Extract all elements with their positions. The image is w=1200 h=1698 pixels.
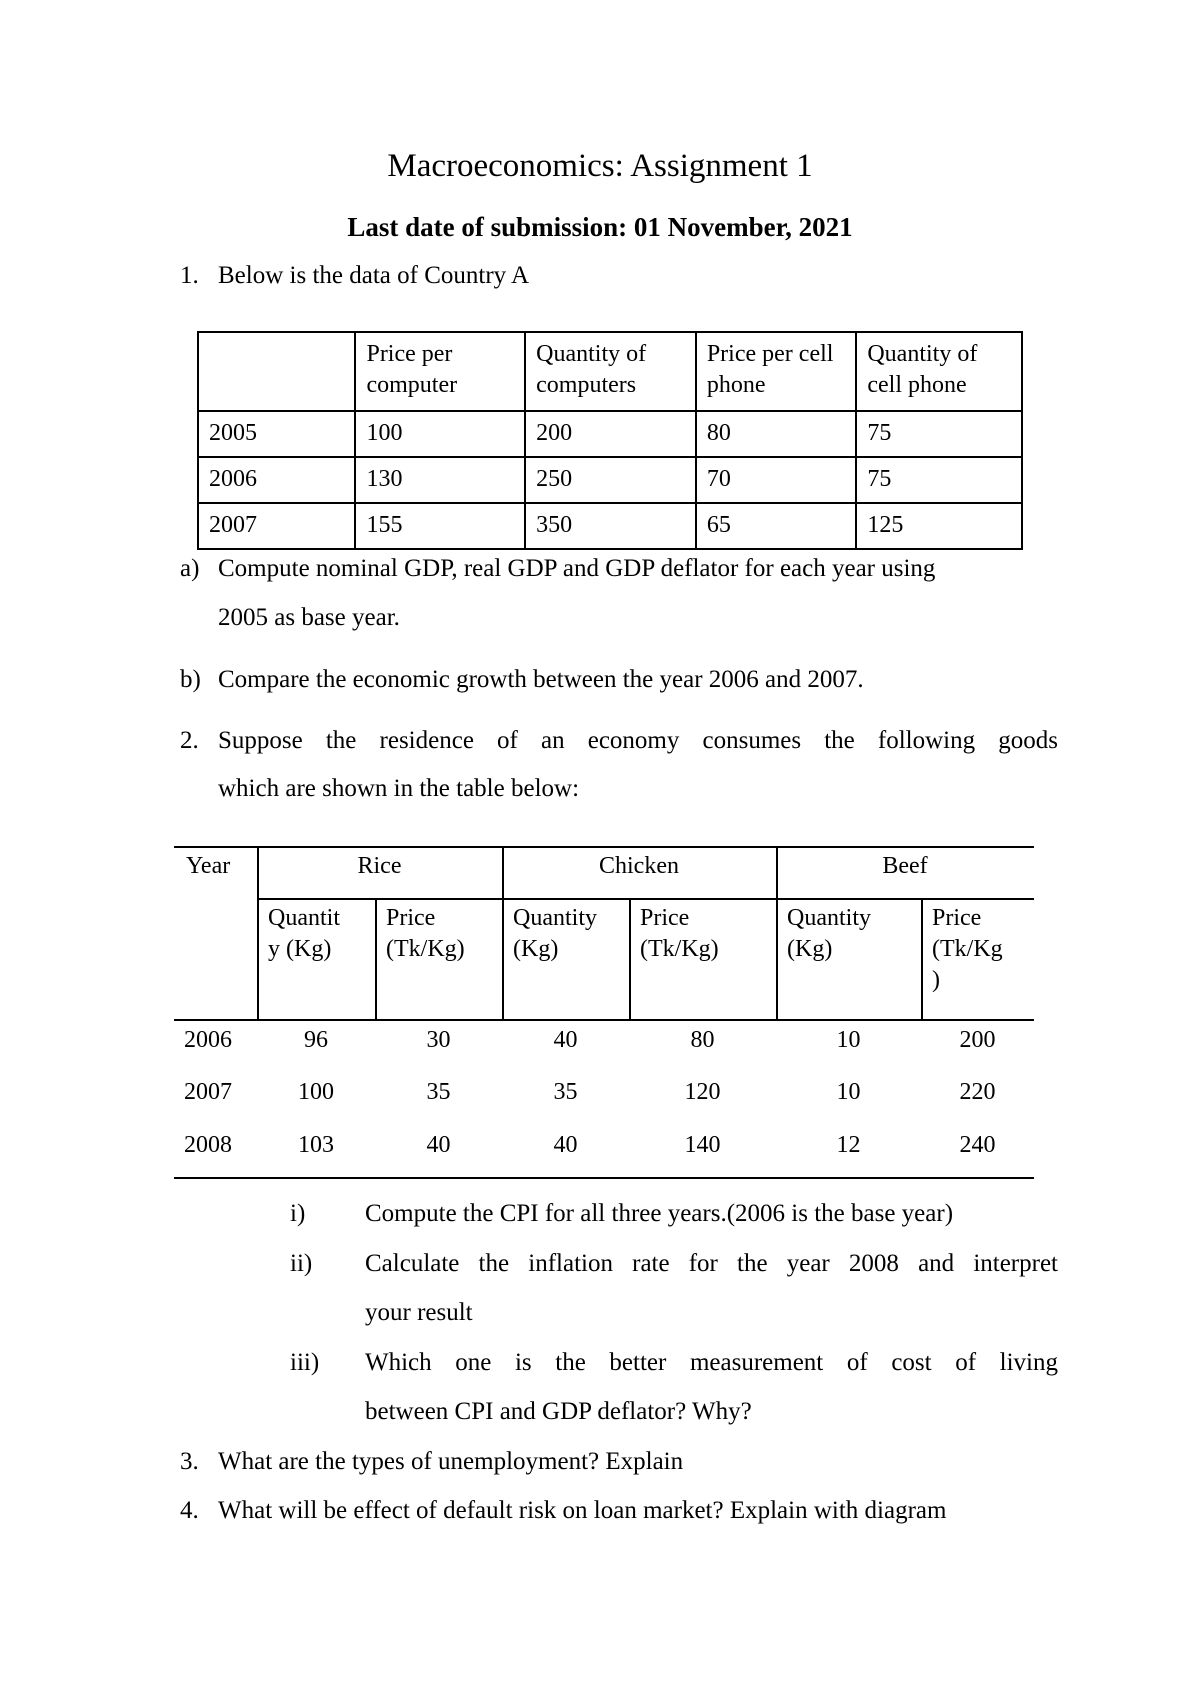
q2-line1: Suppose the residence of an economy consumes the following goods — [218, 727, 1058, 754]
q2-sub-text: Compute the CPI for all three years.(2006 is the base year) — [365, 1200, 954, 1227]
table-cell: 35 — [553, 1079, 578, 1105]
table-group-header: Beef — [882, 853, 928, 879]
table-header-cell: Year — [186, 853, 231, 879]
table-sub-header: Quantity (Kg) — [787, 905, 871, 962]
table-cell: 103 — [298, 1132, 334, 1158]
table-header-cell: Price per cell phone — [696, 332, 857, 411]
table-cell: 130 — [355, 457, 525, 503]
table-rule — [174, 846, 1034, 848]
table-cell: 2008 — [184, 1132, 232, 1158]
table-cell: 80 — [690, 1027, 715, 1053]
q1-number: 1. — [180, 262, 199, 289]
q2-sub-label: i) — [290, 1200, 306, 1227]
table-sub-header: Quantit y (Kg) — [268, 905, 340, 962]
table-cell: 240 — [959, 1132, 996, 1158]
table-cell: 2007 — [184, 1079, 232, 1105]
table-header-cell: Price per computer — [355, 332, 525, 411]
table-cell: 35 — [426, 1079, 451, 1105]
table-cell: 10 — [836, 1027, 861, 1053]
q2-sub-text: your result — [365, 1299, 473, 1326]
table-cell: 10 — [836, 1079, 861, 1105]
table-cell: 140 — [684, 1132, 721, 1158]
table-cell: 200 — [959, 1027, 996, 1053]
table-cell: 100 — [298, 1079, 334, 1105]
table-cell: 350 — [525, 503, 696, 549]
table-cell: 220 — [959, 1079, 996, 1105]
table-cell: 125 — [856, 503, 1022, 549]
table-cell: 155 — [355, 503, 525, 549]
table-cell: 2006 — [184, 1027, 232, 1053]
table-cell: 2005 — [198, 411, 355, 457]
table-cell: 80 — [696, 411, 857, 457]
q3-number: 3. — [180, 1448, 199, 1475]
table-header-cell: Quantity of cell phone — [856, 332, 1022, 411]
q1-text: Below is the data of Country A — [218, 262, 530, 289]
page-title: Macroeconomics: Assignment 1 — [387, 148, 813, 184]
q3-text: What are the types of unemployment? Explain — [218, 1448, 684, 1475]
table-cell: 120 — [684, 1079, 721, 1105]
table-cell: 65 — [696, 503, 857, 549]
table-cell: 30 — [426, 1027, 451, 1053]
table-cell: 70 — [696, 457, 857, 503]
table-sub-header: Price (Tk/Kg) — [386, 905, 465, 962]
table-cell: 2006 — [198, 457, 355, 503]
q2-sub-text: Calculate the inflation rate for the year 2008 and interpret — [365, 1250, 1058, 1277]
q2-number: 2. — [180, 727, 199, 754]
table-cell: 250 — [525, 457, 696, 503]
q1-a-label: a) — [180, 555, 200, 582]
table-cell: 75 — [856, 457, 1022, 503]
table-group-header: Rice — [357, 853, 402, 879]
q2-sub-label: ii) — [290, 1250, 313, 1277]
table-sub-header: Quantity (Kg) — [513, 905, 597, 962]
table-group-header: Chicken — [599, 853, 679, 879]
q2-line2: which are shown in the table below: — [218, 775, 580, 802]
q1-b-label: b) — [180, 666, 201, 693]
table-sub-header: Price (Tk/Kg ) — [932, 905, 1003, 993]
table-cell: 40 — [553, 1027, 578, 1053]
table-rule — [257, 898, 1034, 900]
table-sub-header: Price (Tk/Kg) — [640, 905, 719, 962]
table-rule — [174, 1177, 1034, 1179]
table-cell: 100 — [355, 411, 525, 457]
q4-text: What will be effect of default risk on loan market? Explain with diagram — [218, 1497, 947, 1524]
table-rule — [375, 898, 377, 1019]
q1-a-line1: Compute nominal GDP, real GDP and GDP deflator for each year using — [218, 555, 936, 582]
table-cell: 12 — [836, 1132, 861, 1158]
q2-sub-text: between CPI and GDP deflator? Why? — [365, 1398, 752, 1425]
q4-number: 4. — [180, 1497, 199, 1524]
table-rule — [921, 898, 923, 1019]
table-header-cell: Quantity of computers — [525, 332, 696, 411]
q2-sub-text: Which one is the better measurement of cost of living — [365, 1349, 1058, 1376]
q2-sub-label: iii) — [290, 1349, 320, 1376]
table-cell: 200 — [525, 411, 696, 457]
q1-b-text: Compare the economic growth between the year 2006 and 2007. — [218, 666, 864, 693]
table-cell: 96 — [304, 1027, 328, 1053]
table-rule — [174, 1019, 1034, 1021]
table-cell: 40 — [426, 1132, 451, 1158]
table-cell: 75 — [856, 411, 1022, 457]
q1-a-line2: 2005 as base year. — [218, 604, 400, 631]
table-rule — [629, 898, 631, 1019]
table-cell: 40 — [553, 1132, 578, 1158]
table-cell: 2007 — [198, 503, 355, 549]
submission-deadline: Last date of submission: 01 November, 2021 — [347, 212, 853, 242]
